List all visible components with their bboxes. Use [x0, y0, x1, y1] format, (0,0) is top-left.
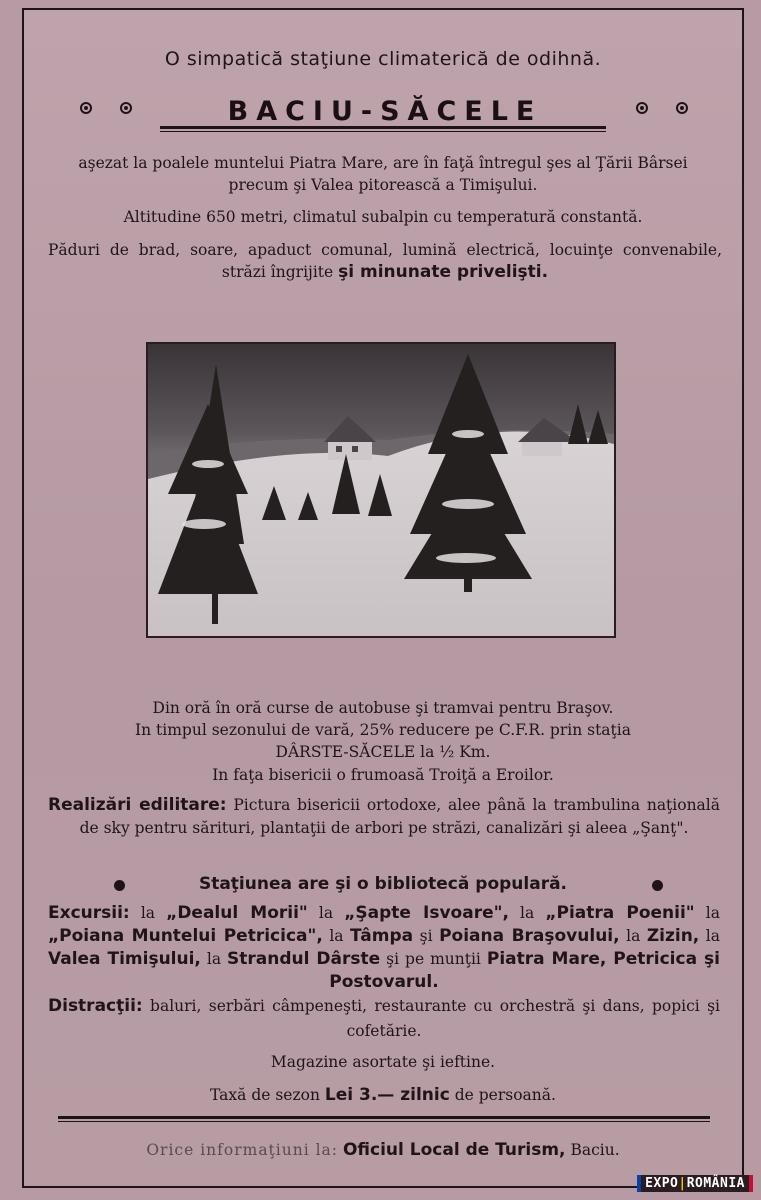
rail-discount-text: In timpul sezonului de vară, 25% reducere pe C.F.R. prin staţia: [135, 721, 631, 739]
destination-dealul-morii: „Dealul Morii": [166, 903, 308, 923]
destination-sapte-isvoare: „Şapte Isvoare",: [344, 903, 509, 923]
excursii-paragraph: [48, 902, 720, 994]
watermark-expo: EXPO: [645, 1176, 679, 1191]
realizari-paragraph: [48, 794, 720, 840]
forests-plain: Păduri de brad, soare, apaduct comunal, lumină electrică, locuinţe convenabile, străzi îngrijite: [48, 241, 722, 281]
ornament-icon: [636, 102, 648, 114]
watermark-logo: EXPO|ROMÂNIA: [637, 1175, 753, 1192]
page-title: BACIU-SĂCELE: [227, 96, 543, 127]
intro-line-2: precum şi Valea pitorească a Timişului.: [228, 176, 538, 194]
destination-poiana-brasovului: Poiana Braşovului,: [439, 926, 620, 946]
footer-divider: [58, 1116, 710, 1122]
ornament-icon: [120, 102, 132, 114]
excursii-text: la: [626, 927, 641, 945]
tax-label: Taxă de sezon: [210, 1086, 320, 1104]
excursii-text: şi: [419, 927, 433, 945]
excursii-text: şi pe munţii: [386, 950, 481, 968]
excursii-text: la: [318, 904, 334, 922]
excursii-text: la: [520, 904, 535, 922]
station-distance-text: DÂRSTE-SĂCELE la ½ Km.: [275, 743, 491, 761]
footer: [24, 1140, 742, 1160]
destination-zizin: Zizin,: [646, 926, 700, 946]
forests-bold: şi minunate privelişti.: [338, 262, 549, 282]
distractii-paragraph: [48, 994, 720, 1044]
library-text: [46, 873, 720, 895]
footer-place: Baciu.: [570, 1141, 620, 1159]
destination-strandul-darste: Strandul Dârste: [227, 949, 381, 969]
winter-landscape-photo: [146, 342, 616, 638]
poster: [22, 8, 744, 1188]
tax-amount: Lei 3.— zilnic: [324, 1085, 450, 1105]
ornament-icon: [676, 102, 688, 114]
bullet-icon: [652, 880, 663, 891]
shops-text: Magazine asortate şi ieftine.: [270, 1053, 496, 1071]
altitude-text: Altitudine 650 metri, climatul subalpin cu temperatură constantă.: [123, 208, 643, 226]
destination-piatra-poenii: „Piatra Poenii": [545, 903, 695, 923]
destination-valea-timisului: Valea Timişului,: [48, 949, 201, 969]
excursii-text: la: [705, 904, 720, 922]
title-underline: [160, 126, 606, 132]
destination-poiana-petricica: „Poiana Muntelui Petricica",: [48, 926, 323, 946]
bus-schedule-text: Din oră în oră curse de autobuse şi tramvai pentru Braşov.: [152, 699, 614, 717]
excursii-heading: Excursii:: [48, 903, 130, 923]
distractii-text: baluri, serbări câmpeneşti, restaurante cu orchestră şi dans, popici şi cofetărie.: [150, 997, 720, 1040]
excursii-text: la: [140, 904, 156, 922]
intro-line-1: aşezat la poalele muntelui Piatra Mare, are în faţă întregul şes al Ţării Bârsei: [78, 154, 688, 172]
forests-text: [48, 239, 722, 283]
excursii-text: la: [329, 927, 344, 945]
realizari-heading: Realizări edilitare:: [48, 795, 227, 815]
realizari-text: Pictura bisericii ortodoxe, alee până la trambulina naţională de sky pentru sărituri, plantaţii de arbori pe străzi, canalizări şi aleea „Şanţ".: [79, 796, 721, 837]
library-bold: Staţiunea are şi o bibliotecă populară.: [198, 874, 568, 894]
excursii-text: la: [206, 950, 222, 968]
destination-tampa: Tâmpa: [350, 926, 414, 946]
monument-text: In faţa bisericii o frumoasă Troiţă a Eroilor.: [212, 766, 554, 784]
excursii-text: la: [705, 927, 720, 945]
distractii-heading: Distracţii:: [48, 996, 143, 1016]
footer-faded-text: Orice informaţiuni la:: [146, 1141, 339, 1159]
tagline: O simpatică staţiune climaterică de odihnă.: [164, 48, 602, 70]
tax-unit: de persoană.: [454, 1086, 556, 1104]
snow-scene-illustration: [148, 344, 614, 636]
footer-office: Oficiul Local de Turism,: [342, 1140, 566, 1160]
ornament-icon: [80, 102, 92, 114]
tax-text: [46, 1084, 720, 1106]
watermark-romania: ROMÂNIA: [686, 1176, 745, 1191]
destination-mountains: Piatra Mare, Petricica şi Postovarul.: [329, 949, 720, 992]
